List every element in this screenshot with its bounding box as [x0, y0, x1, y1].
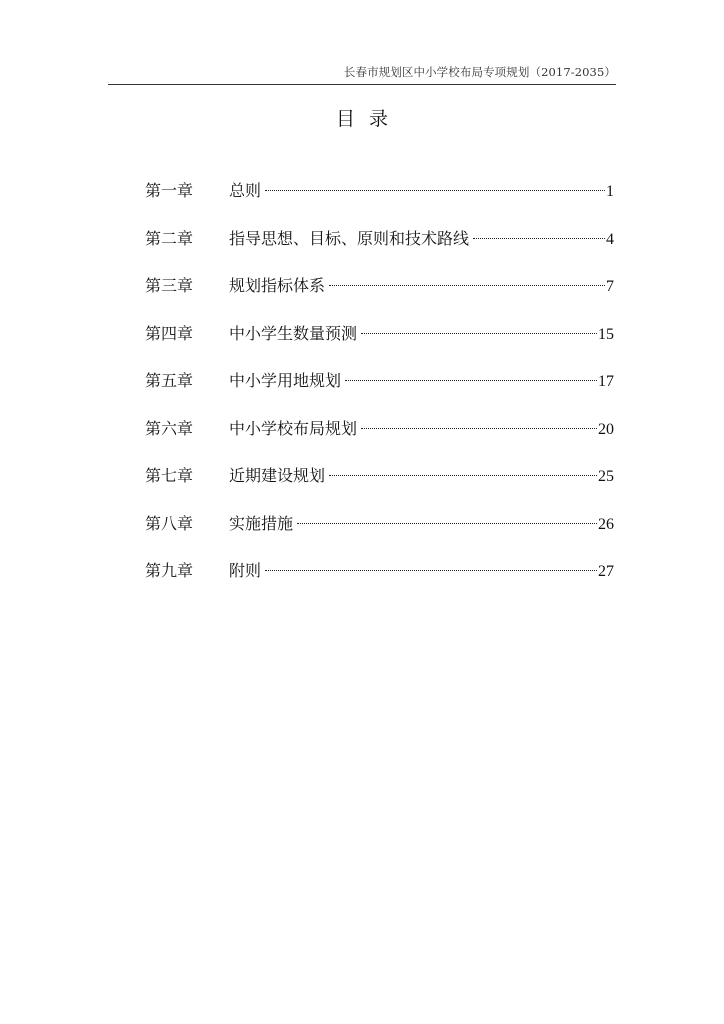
running-header: 长春市规划区中小学校布局专项规划（2017-2035）: [343, 65, 616, 79]
toc-entry-6[interactable]: [145, 416, 614, 442]
toc-entry-3[interactable]: [145, 273, 614, 299]
header-divider: [108, 84, 616, 85]
page-title: 目录: [335, 108, 402, 130]
toc-entry-1[interactable]: [145, 178, 614, 204]
toc-entry-8[interactable]: [145, 511, 614, 537]
toc-page-number: 26: [598, 515, 614, 533]
toc-chapter-title: 规划指标体系: [229, 276, 326, 295]
toc-chapter-title: 指导思想、目标、原则和技术路线: [229, 228, 470, 248]
toc-entry-7[interactable]: [145, 463, 614, 489]
toc-chapter-number: 第一章: [145, 181, 194, 200]
toc-chapter-number: 第三章: [145, 276, 194, 295]
toc-page-number: 20: [598, 420, 614, 438]
toc-chapter-title: 总则: [229, 181, 262, 200]
toc-page-number: 1: [606, 183, 614, 200]
dot-leader: [265, 570, 597, 571]
toc-chapter-number: 第九章: [145, 561, 194, 580]
dot-leader: [329, 285, 605, 286]
toc-chapter-number: 第四章: [145, 323, 194, 343]
toc-chapter-title: 实施措施: [229, 513, 294, 533]
dot-leader: [361, 428, 597, 429]
toc-chapter-number: 第七章: [145, 466, 194, 485]
toc-chapter-number: 第六章: [145, 418, 194, 438]
dot-leader: [265, 190, 605, 191]
toc-chapter-number: 第二章: [145, 228, 194, 248]
toc-entry-2[interactable]: [145, 226, 614, 252]
dot-leader: [345, 380, 597, 381]
toc-chapter-title: 附则: [229, 561, 262, 580]
toc-page-number: 7: [606, 278, 614, 295]
toc-page-number: 25: [598, 468, 614, 485]
toc-chapter-title: 中小学用地规划: [229, 371, 342, 390]
toc-chapter-title: 中小学校布局规划: [229, 418, 358, 438]
toc-chapter-number: 第五章: [145, 371, 194, 390]
toc-chapter-title: 近期建设规划: [229, 466, 326, 485]
toc-chapter-title: 中小学生数量预测: [229, 323, 358, 343]
dot-leader: [329, 475, 597, 476]
dot-leader: [297, 523, 597, 524]
toc-chapter-number: 第八章: [145, 513, 194, 533]
dot-leader: [473, 238, 605, 239]
toc-page-number: 27: [598, 563, 614, 580]
toc-page-number: 15: [598, 325, 614, 343]
toc-page-number: 4: [606, 230, 614, 248]
toc-entry-5[interactable]: [145, 368, 614, 394]
dot-leader: [361, 333, 597, 334]
toc-page-number: 17: [598, 373, 614, 390]
toc-entry-4[interactable]: [145, 321, 614, 347]
toc-entry-9[interactable]: [145, 558, 614, 584]
